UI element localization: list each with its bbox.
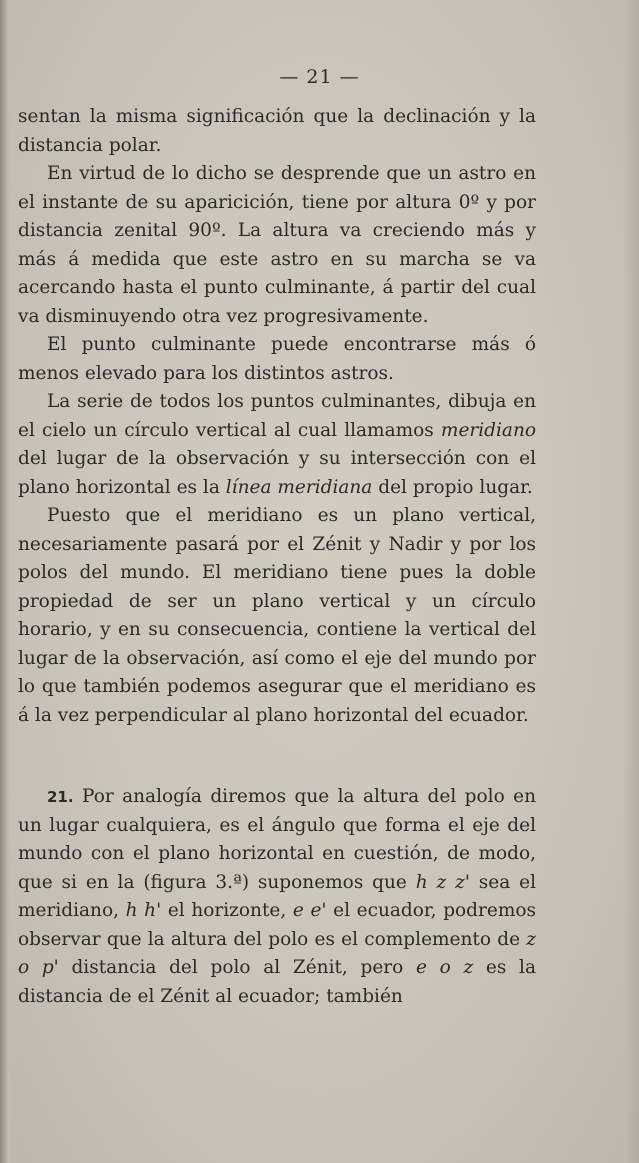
page-number: — 21 — (279, 66, 360, 88)
main-text (18, 103, 536, 730)
text-run: Por analogía diremos que la altura del polo en un lugar cualquiera, es el ángulo que forma el eje del mundo con el plano horizontal en cuestión, de modo, que si en la (figura 3.ª) suponemos que (18, 786, 536, 893)
text-run: el horizonte, (161, 900, 293, 921)
term-meridiano: meridiano (440, 419, 536, 441)
paragraph-altitude: En virtud de lo dicho se desprende que un astro en el instante de su aparicición, tiene por altura 0º y por distancia zenital 90º. La altura va creciendo más y más á medida que este astro en su marcha se va acercando hasta el punto culminante, á partir del cual va disminuyendo otra vez progresivamente. (18, 163, 536, 327)
text-run: del propio lugar. (372, 476, 533, 498)
text-run: del lugar de la observación y su intersección con el plano horizontal es la (18, 448, 536, 498)
binding-shadow (0, 0, 10, 1163)
math-label: h z z' (415, 871, 470, 893)
text-run: sea el meridiano, (18, 871, 536, 921)
math-label: h h' (125, 900, 162, 921)
math-label: e o z (415, 957, 474, 978)
term-linea-meridiana: línea meridiana (225, 476, 373, 498)
paragraph-culminating-point: El punto culminante puede encontrarse más ó menos elevado para los distintos astros. (18, 334, 536, 384)
text-run: es la distancia de el Zénit al ecuador; también (18, 957, 536, 1007)
page-edge-shadow (625, 0, 639, 1163)
paragraph-continuation: sentan la misma significación que la declinación y la distancia polar. (18, 106, 536, 156)
text-run: La serie de todos los puntos culminantes, dibuja en el cielo un círculo vertical al cual llamamos (18, 391, 536, 441)
text-run: distancia del polo al Zénit, pero (58, 957, 416, 978)
section-21 (18, 783, 536, 1011)
paragraph-meridian-properties: Puesto que el meridiano es un plano vertical, necesariamente pasará por el Zénit y Nadir y por los polos del mundo. El meridiano tiene pues la doble propiedad de ser un plano vertical y un círculo horario, y en su consecuencia, contiene la vertical del lugar de la observación, así como el eje del mundo por lo que también podemos asegurar que el meridiano es á la vez perpendicular al plano horizontal del ecuador. (18, 505, 536, 726)
paragraph-meridian-definition (18, 388, 536, 502)
text-run: el ecuador, podremos observar que la altura del polo es el complemento de (18, 900, 536, 950)
math-label: e e' (292, 900, 327, 921)
section-number: 21. (47, 788, 74, 806)
math-label: z o p' (18, 928, 536, 978)
paragraph-section-21 (18, 783, 536, 1011)
